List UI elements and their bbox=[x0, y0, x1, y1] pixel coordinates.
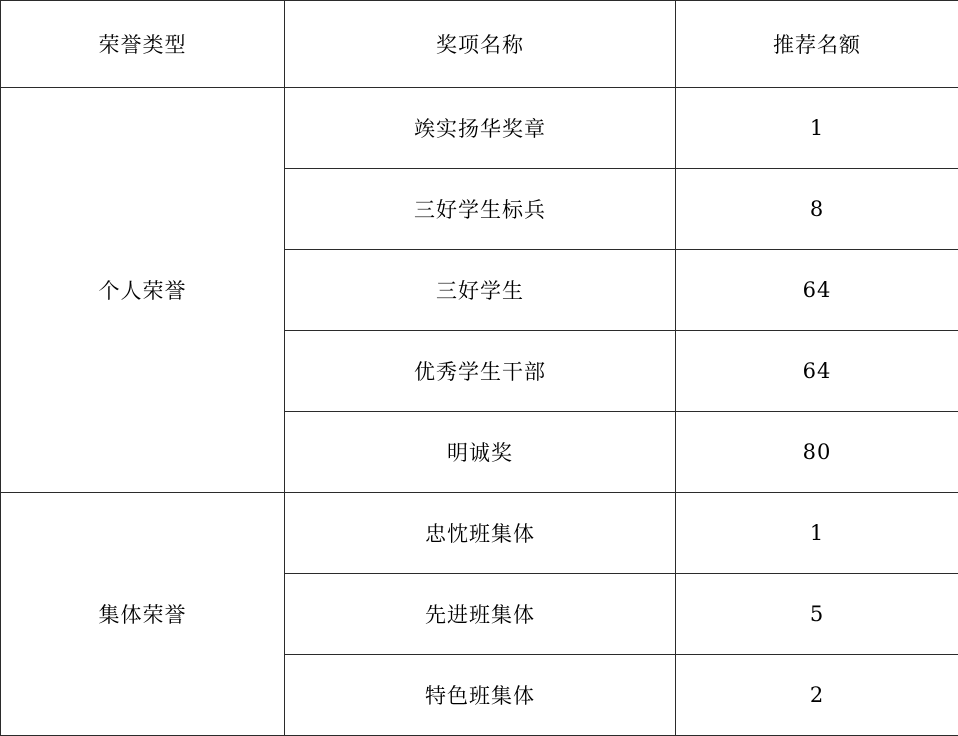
table-header-row bbox=[1, 1, 958, 88]
award-quota: 1 bbox=[676, 88, 958, 169]
column-header-quota: 推荐名额 bbox=[676, 1, 958, 88]
award-quota: 8 bbox=[676, 169, 958, 250]
award-name: 明诚奖 bbox=[285, 412, 676, 493]
column-header-award-name: 奖项名称 bbox=[285, 1, 676, 88]
table-row bbox=[1, 88, 958, 169]
award-quota: 64 bbox=[676, 331, 958, 412]
award-name: 优秀学生干部 bbox=[285, 331, 676, 412]
award-quota: 80 bbox=[676, 412, 958, 493]
table-row bbox=[1, 493, 958, 574]
award-name: 三好学生标兵 bbox=[285, 169, 676, 250]
award-name: 竢实扬华奖章 bbox=[285, 88, 676, 169]
award-name: 先进班集体 bbox=[285, 574, 676, 655]
group-label-individual: 个人荣誉 bbox=[1, 88, 285, 493]
award-quota: 2 bbox=[676, 655, 958, 736]
award-name: 忠忱班集体 bbox=[285, 493, 676, 574]
award-quota: 5 bbox=[676, 574, 958, 655]
award-quota: 64 bbox=[676, 250, 958, 331]
award-name: 特色班集体 bbox=[285, 655, 676, 736]
column-header-honor-type: 荣誉类型 bbox=[1, 1, 285, 88]
award-name: 三好学生 bbox=[285, 250, 676, 331]
award-quota: 1 bbox=[676, 493, 958, 574]
group-label-collective: 集体荣誉 bbox=[1, 493, 285, 736]
